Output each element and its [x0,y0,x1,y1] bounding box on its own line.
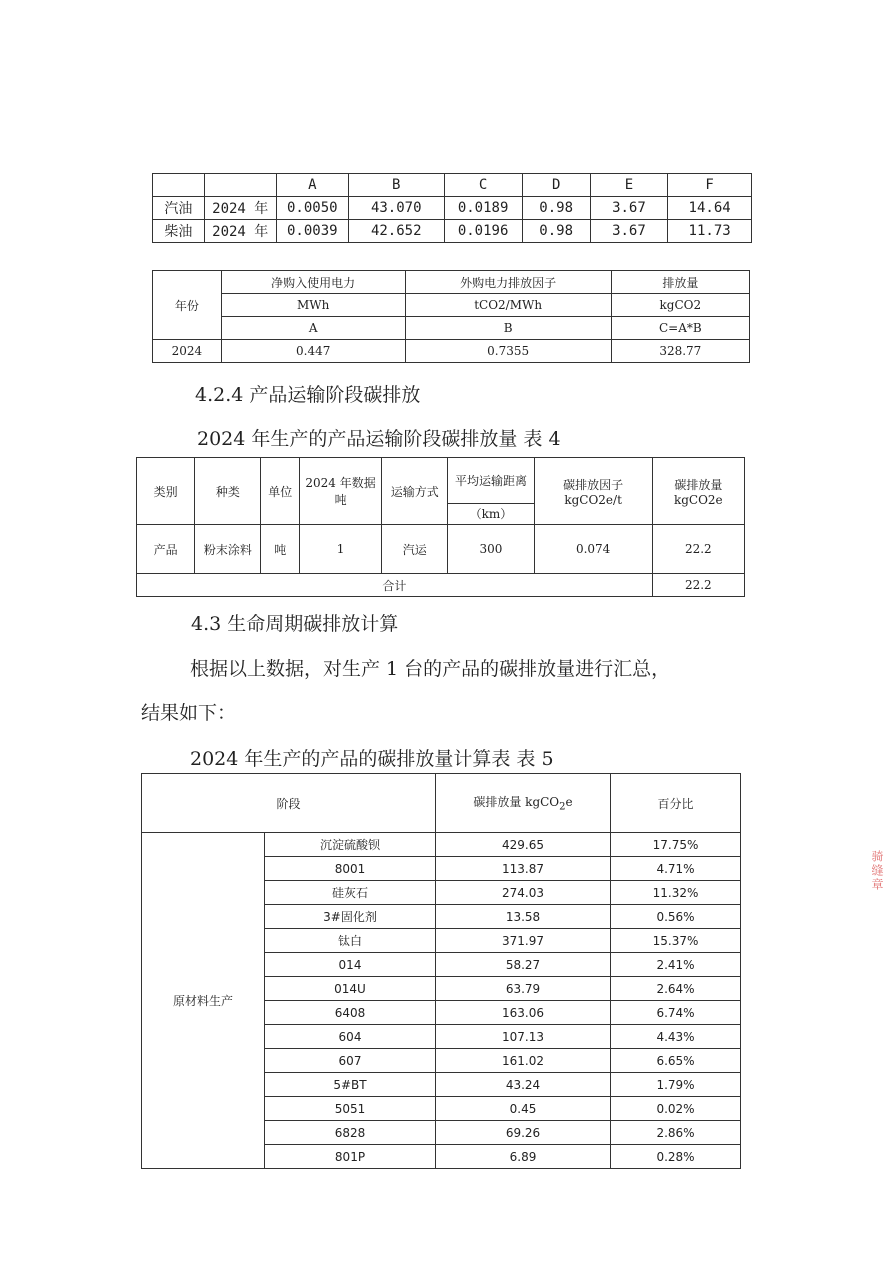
paragraph-line-1: 根据以上数据，对生产 1 台的产品的碳排放量进行汇总， [190,658,671,680]
col2-title: 外购电力排放因子 [405,271,611,294]
fuel-header-cell: F [668,174,752,197]
fuel-header-cell [153,174,205,197]
col2-symbol: B [405,317,611,340]
section-heading-4-2-4: 4.2.4 产品运输阶段碳排放 [195,384,421,406]
col3-symbol: C=A*B [611,317,749,340]
fuel-header-cell [204,174,276,197]
fuel-table-header-row [153,174,752,197]
material-cell: 钛白 [265,929,436,953]
electricity-table [152,270,750,363]
fuel-cell: 0.98 [522,220,590,243]
total-row [137,574,745,597]
percent-header: 百分比 [611,774,741,833]
emission-header-suffix: e [565,795,573,810]
fuel-header-cell: C [444,174,522,197]
percent-cell: 11.32% [611,881,741,905]
summary-table [141,773,741,1169]
fuel-cell: 3.67 [590,197,668,220]
emission-header-text: 碳排放量 kgCO [473,795,560,810]
percent-cell: 4.71% [611,857,741,881]
b-cell: 0.7355 [405,340,611,363]
year-cell: 2024 [153,340,222,363]
section-heading-4-3: 4.3 生命周期碳排放计算 [191,613,399,635]
data-header: 2024 年数据 吨 [299,458,381,525]
table-row [153,220,752,243]
c-cell: 328.77 [611,340,749,363]
fuel-cell: 0.98 [522,197,590,220]
fuel-cell: 43.070 [348,197,444,220]
category-header: 类别 [137,458,195,525]
emission-cell: 22.2 [652,525,744,574]
fuel-header-cell: A [276,174,348,197]
table-row [153,340,750,363]
percent-cell: 15.37% [611,929,741,953]
emission-value-cell: 274.03 [436,881,611,905]
emission-value-cell: 6.89 [436,1145,611,1169]
material-cell: 607 [265,1049,436,1073]
fuel-cell: 0.0189 [444,197,522,220]
fuel-cell: 0.0196 [444,220,522,243]
factor-cell: 0.074 [534,525,652,574]
mode-header: 运输方式 [382,458,448,525]
emission-value-cell: 429.65 [436,833,611,857]
emission-value-cell: 0.45 [436,1097,611,1121]
emission-value-cell: 63.79 [436,977,611,1001]
fuel-header-cell: E [590,174,668,197]
fuel-cell: 2024 年 [204,220,276,243]
distance-cell: 300 [448,525,534,574]
stage-name-cell: 原材料生产 [142,833,265,1169]
fuel-cell: 0.0039 [276,220,348,243]
material-cell: 硅灰石 [265,881,436,905]
table-row [137,525,745,574]
fuel-cell: 14.64 [668,197,752,220]
fuel-cell: 0.0050 [276,197,348,220]
col3-unit: kgCO2 [611,294,749,317]
col1-unit: MWh [221,294,405,317]
emission-value-cell: 69.26 [436,1121,611,1145]
material-cell: 014 [265,953,436,977]
distance-header: 平均运输距离 [448,458,534,504]
total-value: 22.2 [652,574,744,597]
emission-value-cell: 163.06 [436,1001,611,1025]
emission-value-cell: 58.27 [436,953,611,977]
emission-value-cell: 161.02 [436,1049,611,1073]
fuel-factor-table [152,173,752,243]
percent-cell: 2.64% [611,977,741,1001]
material-cell: 6828 [265,1121,436,1145]
data-cell: 1 [299,525,381,574]
emission-value-cell: 43.24 [436,1073,611,1097]
fuel-header-cell: B [348,174,444,197]
mode-cell: 汽运 [382,525,448,574]
unit-cell: 吨 [261,525,300,574]
type-cell: 粉末涂料 [195,525,261,574]
material-cell: 6408 [265,1001,436,1025]
material-cell: 014U [265,977,436,1001]
distance-unit: （km） [448,503,534,524]
total-label: 合计 [137,574,653,597]
percent-cell: 4.43% [611,1025,741,1049]
col3-title: 排放量 [611,271,749,294]
factor-header: 碳排放因子 kgCO2e/t [534,458,652,525]
transport-table [136,457,745,597]
emission-header [436,774,611,833]
fuel-cell: 42.652 [348,220,444,243]
a-cell: 0.447 [221,340,405,363]
material-cell: 5051 [265,1097,436,1121]
col1-symbol: A [221,317,405,340]
material-cell: 沉淀硫酸钡 [265,833,436,857]
table-row [153,197,752,220]
percent-cell: 2.41% [611,953,741,977]
emission-value-cell: 113.87 [436,857,611,881]
percent-cell: 0.28% [611,1145,741,1169]
unit-header: 单位 [261,458,300,525]
percent-cell: 0.02% [611,1097,741,1121]
year-header: 年份 [153,271,222,340]
fuel-cell: 3.67 [590,220,668,243]
fuel-cell: 11.73 [668,220,752,243]
emission-value-cell: 107.13 [436,1025,611,1049]
fuel-cell: 2024 年 [204,197,276,220]
stage-header: 阶段 [142,774,436,833]
percent-cell: 17.75% [611,833,741,857]
table-row [142,833,741,857]
category-cell: 产品 [137,525,195,574]
percent-cell: 0.56% [611,905,741,929]
percent-cell: 2.86% [611,1121,741,1145]
material-cell: 801P [265,1145,436,1169]
type-header: 种类 [195,458,261,525]
col2-unit: tCO2/MWh [405,294,611,317]
summary-body [142,833,741,1169]
table4-caption: 2024 年生产的产品运输阶段碳排放量 表 4 [197,428,561,450]
fuel-cell: 柴油 [153,220,205,243]
emission-header-subscript: 2 [559,801,566,813]
percent-cell: 1.79% [611,1073,741,1097]
material-cell: 3#固化剂 [265,905,436,929]
material-cell: 8001 [265,857,436,881]
emission-header: 碳排放量 kgCO2e [652,458,744,525]
percent-cell: 6.74% [611,1001,741,1025]
material-cell: 5#BT [265,1073,436,1097]
material-cell: 604 [265,1025,436,1049]
col1-title: 净购入使用电力 [221,271,405,294]
emission-value-cell: 13.58 [436,905,611,929]
paragraph-line-2: 结果如下： [141,702,237,724]
percent-cell: 6.65% [611,1049,741,1073]
emission-value-cell: 371.97 [436,929,611,953]
fuel-cell: 汽油 [153,197,205,220]
edge-seal-stamp: 骑缝章 [870,850,884,892]
fuel-header-cell: D [522,174,590,197]
table5-caption: 2024 年生产的产品的碳排放量计算表 表 5 [190,748,554,770]
